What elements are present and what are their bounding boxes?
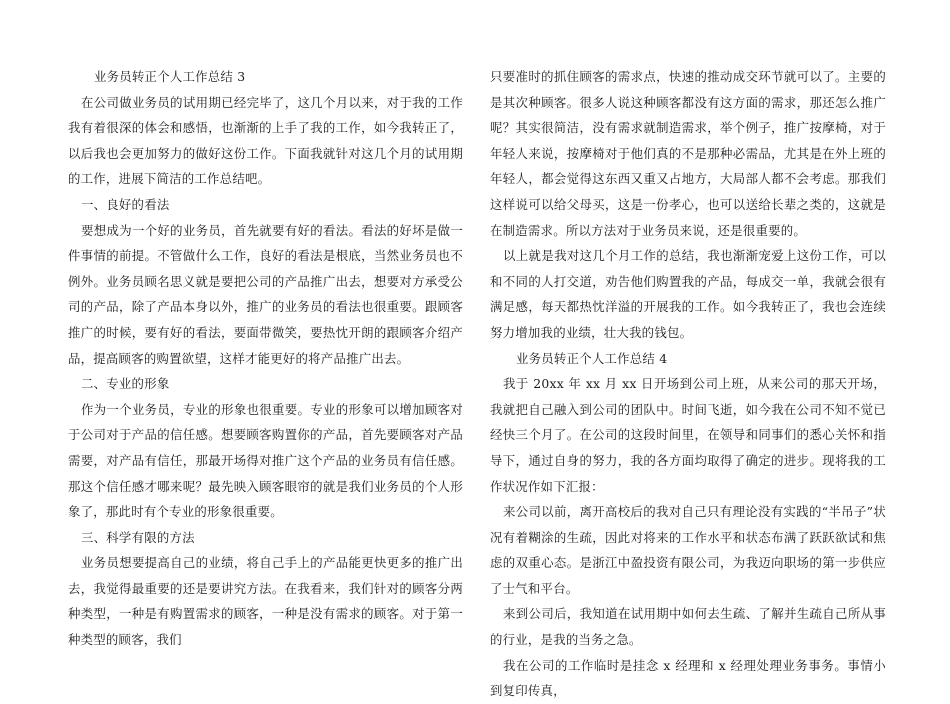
paragraph-continuation: 只要准时的抓住顾客的需求点，快速的推动成交环节就可以了。主要的是其次种顾客。很多人说这种顾客都没有这方面的需求，那还怎么推广呢？其实很简洁，没有需求就制造需求，举个例子，推广按摩椅，对于年轻人来说，按摩椅对于他们真的不是那种必需品，尤其是在外上班的年轻人，都会觉得这东西又重又占地方，大局部人都不会考虑。那我们这样说可以给父母买，这是一份孝心，也可以送给长辈之类的，这就是在制造需求。所以方法对于业务员来说，还是很重要的。 bbox=[490, 69, 886, 238]
paragraph: 来到公司后，我知道在试用期中如何去生疏、了解并生疏自己所从事的行业，是我的当务之急。 bbox=[490, 606, 886, 648]
section-heading: 二、专业的形象 bbox=[81, 376, 170, 392]
paragraph: 以上就是我对这几个月工作的总结，我也渐渐宠爱上这份工作，可以和不同的人打交道，劝告他们购置我的产品，每成交一单，我就会很有满足感，每天都热忱洋溢的开展我的工作。如今我转正了，我也会连续努力增加我的业绩，壮大我的钱包。 bbox=[490, 248, 886, 340]
section-heading: 三、科学有限的方法 bbox=[81, 529, 195, 545]
paragraph: 要想成为一个好的业务员，首先就要有好的看法。看法的好坏是做一件事情的前提。不管做什么工作，良好的看法是根底，当然业务员也不例外。业务员顾名思义就是要把公司的产品推广出去，想要对方承受公司的产品，除了产品本身以外，推广的业务员的看法也很重要。跟顾客推广的时候，要有好的看法，要面带微笑，要热忱开朗的跟顾客介绍产品，提高顾客的购置欲望，这样才能更好的将产品推广出去。 bbox=[68, 222, 463, 366]
paragraph: 作为一个业务员，专业的形象也很重要。专业的形象可以增加顾客对于公司对于产品的信任感。想要顾客购置你的产品，首先要顾客对产品需要，对产品有信任，那最开场得对推广这个产品的业务员有信任感。那这个信任感才哪来呢？最先映入顾客眼帘的就是我们业务员的个人形象了，那此时有个专业的形象很重要。 bbox=[68, 401, 463, 520]
paragraph: 在公司做业务员的试用期已经完毕了，这几个月以来，对于我的工作我有着很深的体会和感悟，也渐渐的上手了我的工作，如今我转正了，以后我也会更加努力的做好这份工作。下面我就针对这几个月的试用期的工作，进展下简洁的工作总结吧。 bbox=[68, 94, 463, 187]
left-column bbox=[68, 64, 463, 653]
paragraph: 业务员想要提高自己的业绩，将自己手上的产品能更快更多的推广出去，我觉得最重要的还是要讲究方法。在我看来，我们针对的顾客分两种类型，一种是有购置需求的顾客，一种是没有需求的顾客。对于第一种类型的顾客，我们 bbox=[68, 555, 463, 648]
paragraph: 我在公司的工作临时是挂念 x 经理和 x 经理处理业务事务。事情小到复印传真， bbox=[490, 657, 886, 699]
paragraph: 我于 20xx 年 xx 月 xx 日开场到公司上班，从来公司的那天开场，我就把自己融入到公司的团队中。时间飞逝，如今我在公司不知不觉已经快三个月了。在公司的这段时间里，在领导和同事们的悉心关怀和指导下，通过自身的努力，我的各方面均取得了确定的进步。现将我的工作状况作如下汇报： bbox=[490, 376, 886, 494]
section-heading: 一、良好的看法 bbox=[81, 196, 170, 212]
section-title: 业务员转正个人工作总结 4 bbox=[516, 350, 668, 366]
right-column bbox=[490, 64, 886, 704]
paragraph: 来公司以前，离开高校后的我对自己只有理论没有实践的“半吊子”状况有着糊涂的生疏，因此对将来的工作水平和状态布满了跃跃欲试和焦虑的双重心态。是浙江中盈投资有限公司，为我迈向职场的第一步供应了士气和平台。 bbox=[490, 504, 886, 596]
section-title: 业务员转正个人工作总结 3 bbox=[94, 69, 246, 84]
